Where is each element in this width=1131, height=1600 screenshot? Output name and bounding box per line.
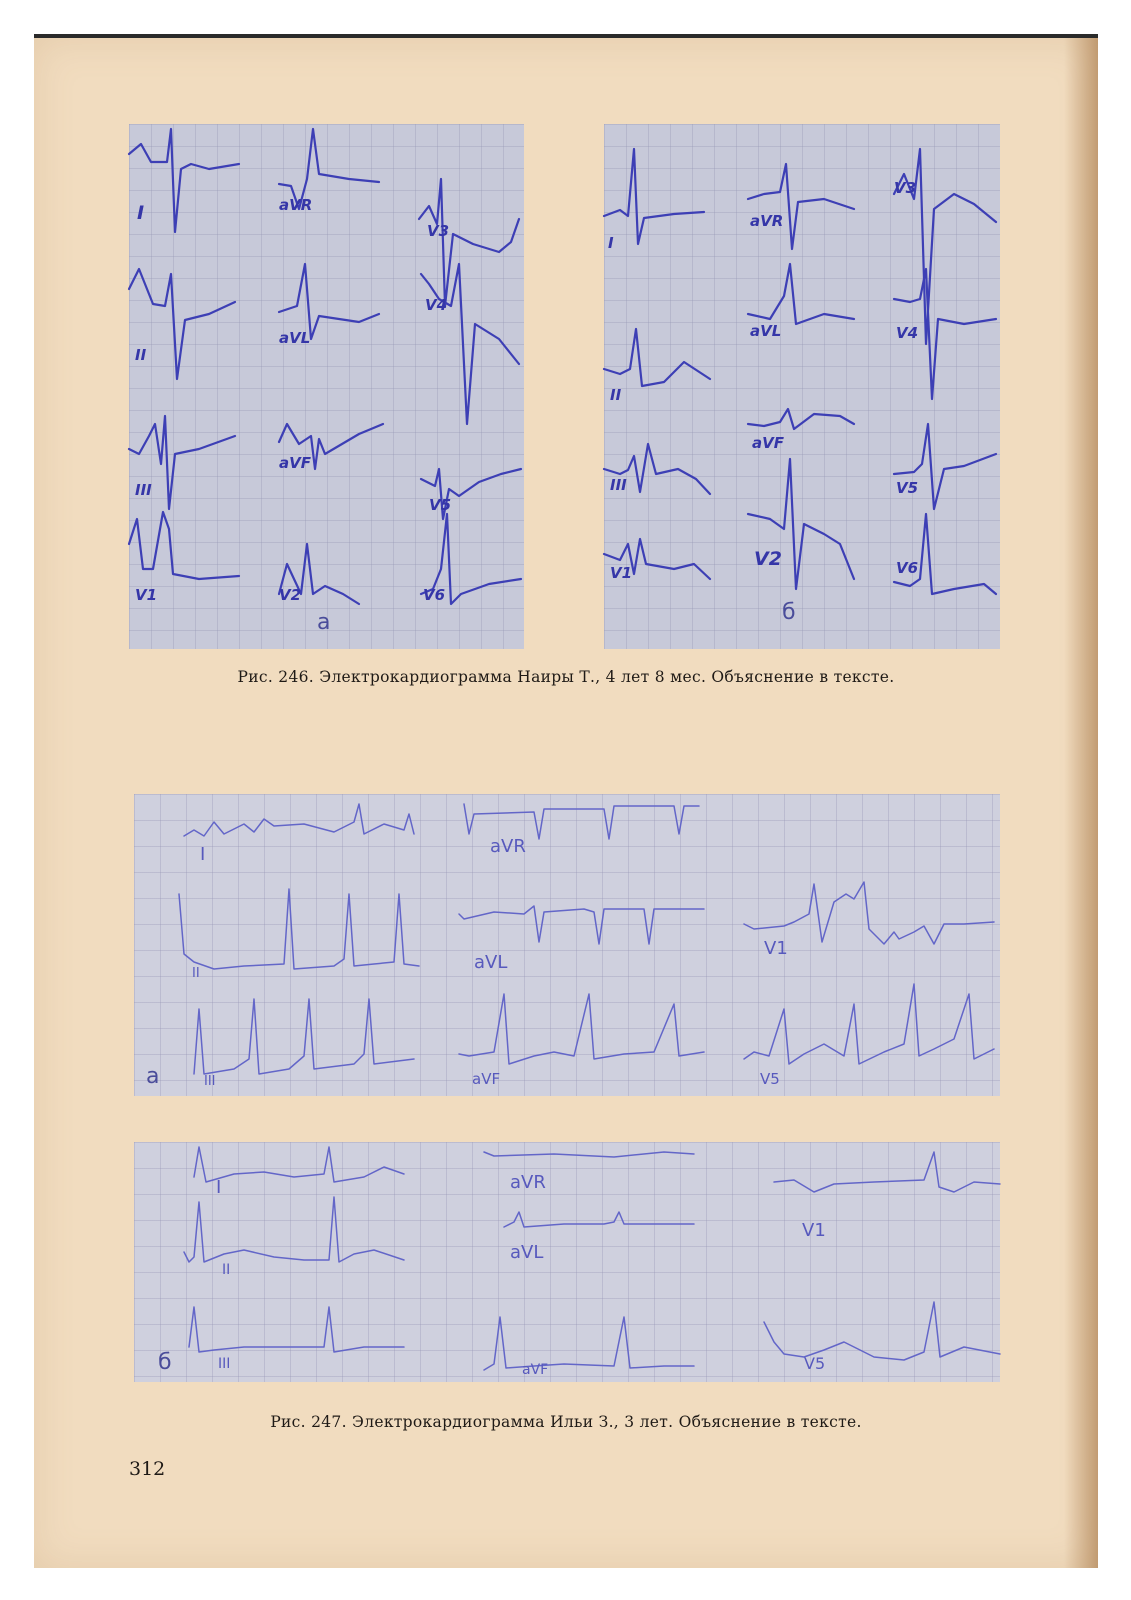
fig247-a-lead-II: II [192, 966, 200, 981]
fig247-a-lead-aVR: aVR [490, 836, 526, 857]
fig246-panel-b-label: б [782, 600, 796, 625]
page-spine-shadow [1064, 38, 1098, 1568]
fig246-panel-b-traces [604, 124, 1000, 649]
fig246-b-lead-V4: V4 [896, 324, 919, 342]
fig247-a-lead-aVL: aVL [474, 952, 508, 973]
fig246-a-lead-V4: V4 [425, 296, 448, 314]
fig246-a-lead-V3: V3 [427, 222, 450, 240]
fig246-panel-a-label: а [317, 610, 331, 635]
fig247-b-lead-II: II [222, 1262, 231, 1278]
fig247-panel-b-traces [134, 1142, 1000, 1382]
fig247-panel-a-plate [134, 794, 1000, 1096]
fig246-a-lead-I: I [137, 202, 145, 224]
fig246-caption: Рис. 246. Электрокардиограмма Наиры Т., 4 лет 8 мес. Объяснение в тексте. [237, 668, 895, 686]
fig247-b-lead-III: III [218, 1356, 231, 1372]
fig246-panel-b-plate [604, 124, 1000, 649]
fig247-b-lead-I: I [216, 1177, 222, 1198]
fig246-a-lead-V2: V2 [279, 586, 302, 604]
fig247-a-lead-V5: V5 [760, 1070, 780, 1088]
fig246-a-lead-III: III [135, 481, 152, 499]
fig247-b-lead-aVR: aVR [510, 1172, 546, 1193]
fig246-b-lead-II: II [610, 386, 622, 404]
fig247-a-lead-III: III [204, 1074, 216, 1089]
fig246-a-lead-V1: V1 [135, 586, 158, 604]
fig246-a-lead-II: II [135, 346, 147, 364]
fig247-panel-b-label: б [158, 1350, 172, 1375]
fig247-caption: Рис. 247. Электрокардиограмма Ильи З., 3 лет. Объяснение в тексте. [270, 1413, 862, 1431]
fig247-b-lead-aVF: aVF [522, 1362, 549, 1378]
fig246-panel-a-traces [129, 124, 524, 649]
fig246-b-lead-V6: V6 [896, 559, 919, 577]
fig246-b-lead-aVF: aVF [752, 434, 784, 452]
fig246-a-lead-aVL: aVL [279, 329, 311, 347]
fig247-b-lead-V1: V1 [802, 1220, 826, 1241]
fig246-b-lead-aVL: aVL [750, 322, 782, 340]
fig246-a-lead-V6: V6 [423, 586, 446, 604]
fig246-panel-a-plate [129, 124, 524, 649]
book-page [34, 34, 1098, 1568]
fig247-panel-b-plate [134, 1142, 1000, 1382]
fig247-a-lead-I: I [200, 844, 206, 865]
fig246-a-lead-V5: V5 [429, 496, 452, 514]
fig247-a-lead-aVF: aVF [472, 1070, 501, 1088]
fig246-b-lead-III: III [610, 476, 627, 494]
fig246-a-lead-aVF: aVF [279, 454, 311, 472]
fig247-panel-a-label: а [146, 1064, 160, 1089]
fig247-panel-a-traces [134, 794, 1000, 1096]
fig247-b-lead-V5: V5 [804, 1354, 826, 1373]
fig246-b-lead-V1: V1 [610, 564, 633, 582]
fig246-b-lead-V2: V2 [754, 548, 782, 570]
fig246-b-lead-V5: V5 [896, 479, 919, 497]
fig246-b-lead-I: I [608, 234, 614, 252]
fig246-b-lead-aVR: aVR [750, 212, 784, 230]
fig246-a-lead-aVR: aVR [279, 196, 313, 214]
fig247-a-lead-V1: V1 [764, 938, 788, 959]
fig247-b-lead-aVL: aVL [510, 1242, 544, 1263]
fig246-b-lead-V3: V3 [894, 179, 917, 197]
page-number: 312 [129, 1458, 166, 1480]
